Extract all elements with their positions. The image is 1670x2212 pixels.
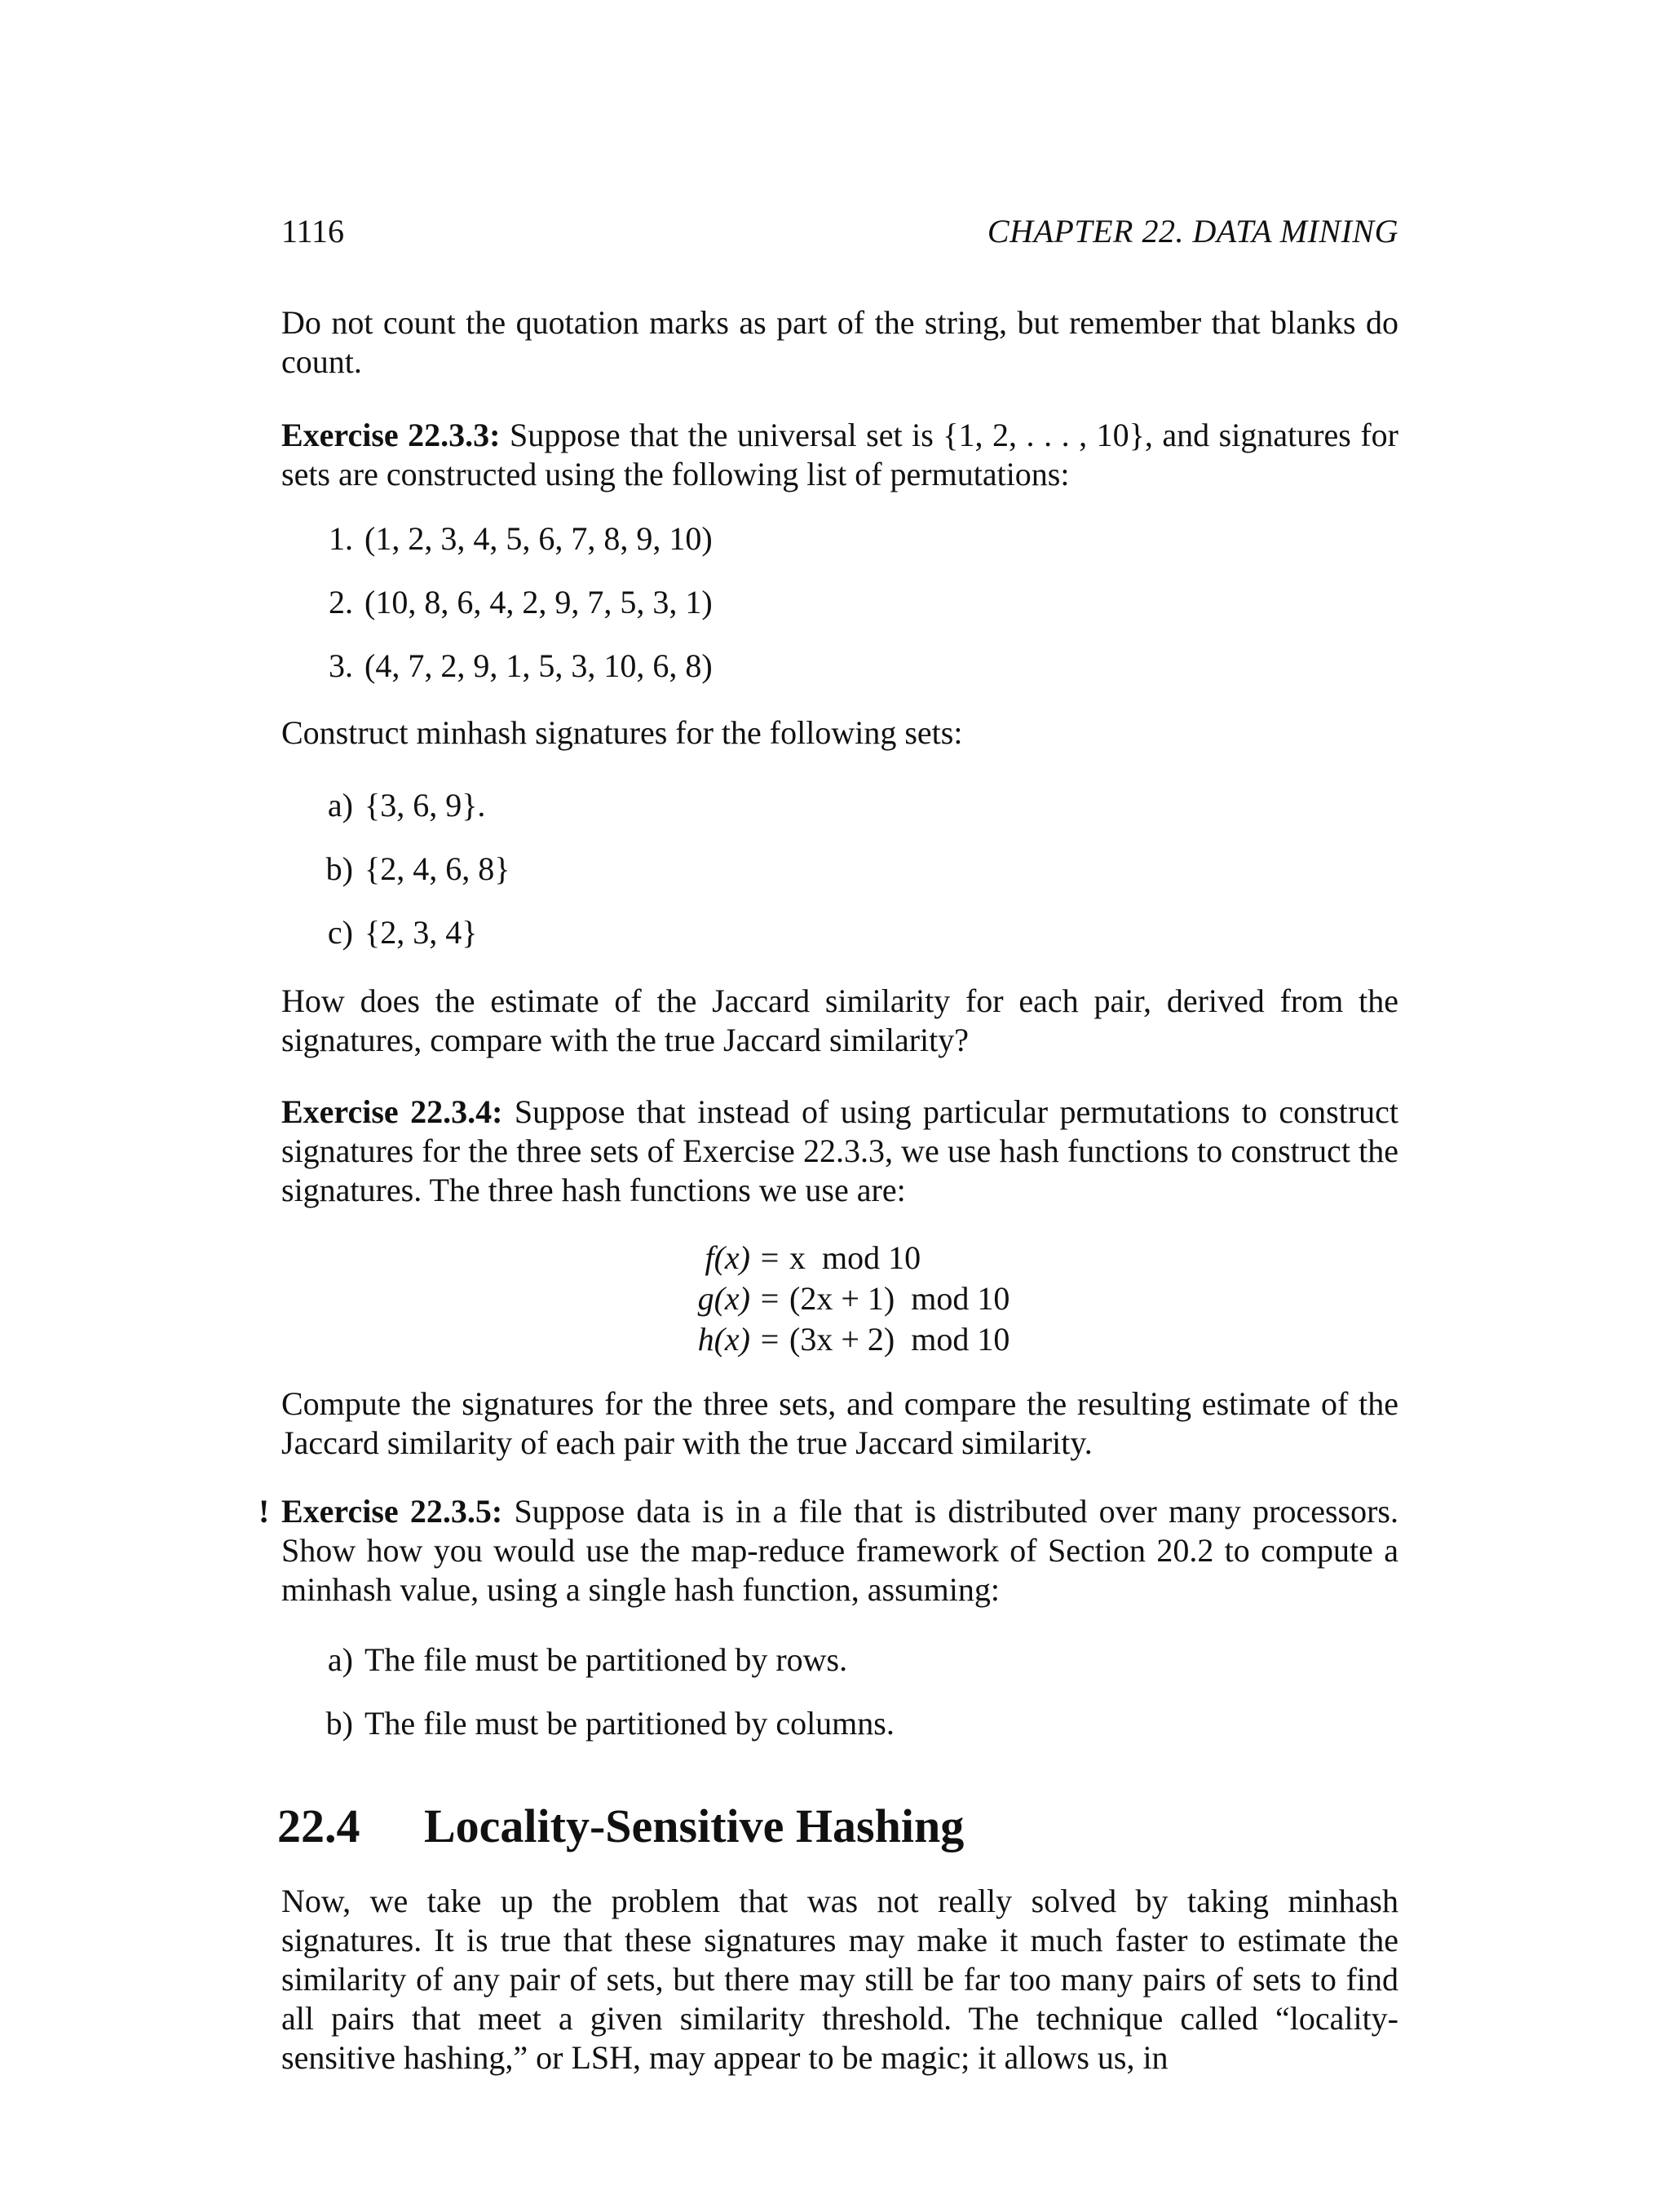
exercise-text: Suppose that the universal set is {1, 2, . . . , 10}, and signatures for sets are constructed using the following list of permutations:: [281, 417, 1398, 492]
exercise-label: Exercise 22.3.5:: [281, 1493, 503, 1530]
list-item: [314, 848, 510, 890]
equation-row: [652, 1238, 1010, 1278]
section-heading: [277, 1798, 964, 1855]
section-text: Now, we take up the problem that was not really solved by taking minhash signatures. It is true that these signatures may make it much faster to estimate the similarity of any pair of sets, but there may still be far too many pairs of sets to find all pairs that meet a given similarity threshold. The technique called “locality-sensitive hashing,” or LSH, may appear to be magic; it allows us, in: [281, 1883, 1398, 2076]
exercise-22-3-5: [258, 1492, 1399, 1609]
permutation-value: (1, 2, 3, 4, 5, 6, 7, 8, 9, 10): [364, 520, 713, 557]
followup-paragraph: [281, 1384, 1398, 1463]
exercise-22-3-3: [281, 416, 1398, 494]
section-number: 22.4: [277, 1799, 360, 1852]
list-marker: 1.: [329, 520, 353, 557]
followup-text: Compute the signatures for the three sets, and compare the resulting estimate of the Jaccard similarity of each pair with the true Jaccard similarity.: [281, 1385, 1398, 1461]
list-marker: a): [327, 787, 353, 823]
chapter-title: CHAPTER 22. DATA MINING: [987, 213, 1398, 249]
exercise-text: Suppose data is in a file that is distributed over many processors. Show how you would use the map-reduce framework of Section 20.2 to compute a minhash value, using a single hash function, assuming:: [281, 1493, 1399, 1608]
page-number: 1116: [281, 213, 345, 249]
list-item: [314, 518, 713, 560]
equation-lhs: h(x): [697, 1321, 750, 1358]
permutation-value: (4, 7, 2, 9, 1, 5, 3, 10, 6, 8): [364, 647, 713, 684]
list-item: [314, 784, 485, 827]
section-title: Locality-Sensitive Hashing: [424, 1799, 965, 1852]
equation-lhs: g(x): [697, 1280, 750, 1317]
list-marker: b): [325, 1705, 353, 1742]
equation-rhs: (3x + 2) mod 10: [789, 1321, 1010, 1358]
equation-rhs: (2x + 1) mod 10: [789, 1280, 1010, 1317]
list-marker: c): [327, 914, 353, 951]
partition-value: The file must be partitioned by rows.: [364, 1641, 848, 1678]
equation-row: [652, 1319, 1010, 1360]
equation-rhs: x mod 10: [789, 1239, 921, 1276]
exercise-22-3-4: [281, 1093, 1398, 1210]
list-marker: 2.: [329, 584, 353, 620]
hash-function-equations: [652, 1238, 1010, 1360]
list-item: [314, 645, 713, 687]
exercise-label: Exercise 22.3.3:: [281, 417, 501, 453]
exercise-text: Suppose that instead of using particular permutations to construct signatures for the three sets of Exercise 22.3.3, we use hash functions to construct the signatures. The three hash functions we use are:: [281, 1093, 1399, 1208]
list-item: [314, 912, 477, 954]
intro-text: Do not count the quotation marks as part of the string, but remember that blanks do count.: [281, 304, 1398, 380]
list-marker: a): [327, 1641, 353, 1678]
set-value: {2, 4, 6, 8}: [364, 850, 510, 887]
list-marker: 3.: [329, 647, 353, 684]
question-text: How does the estimate of the Jaccard similarity for each pair, derived from the signatures, compare with the true Jaccard similarity?: [281, 982, 1398, 1058]
partition-value: The file must be partitioned by columns.: [364, 1705, 895, 1742]
equation-sign: =: [760, 1321, 780, 1358]
equation-lhs: f(x): [705, 1239, 750, 1276]
permutation-value: (10, 8, 6, 4, 2, 9, 7, 5, 3, 1): [364, 584, 713, 620]
question-paragraph: [281, 982, 1398, 1060]
construct-paragraph: [281, 713, 1398, 753]
construct-text: Construct minhash signatures for the following sets:: [281, 714, 963, 751]
set-value: {3, 6, 9}.: [364, 787, 486, 823]
list-item: [314, 581, 713, 624]
list-item: [314, 1702, 895, 1745]
equation-row: [652, 1278, 1010, 1319]
list-marker: b): [325, 850, 353, 887]
set-value: {2, 3, 4}: [364, 914, 478, 951]
equation-sign: =: [760, 1239, 780, 1276]
difficulty-mark: !: [258, 1493, 270, 1530]
intro-paragraph: [281, 303, 1398, 382]
exercise-label: Exercise 22.3.4:: [281, 1093, 503, 1130]
list-item: [314, 1639, 847, 1681]
equation-sign: =: [760, 1280, 780, 1317]
section-paragraph: [281, 1882, 1398, 2077]
